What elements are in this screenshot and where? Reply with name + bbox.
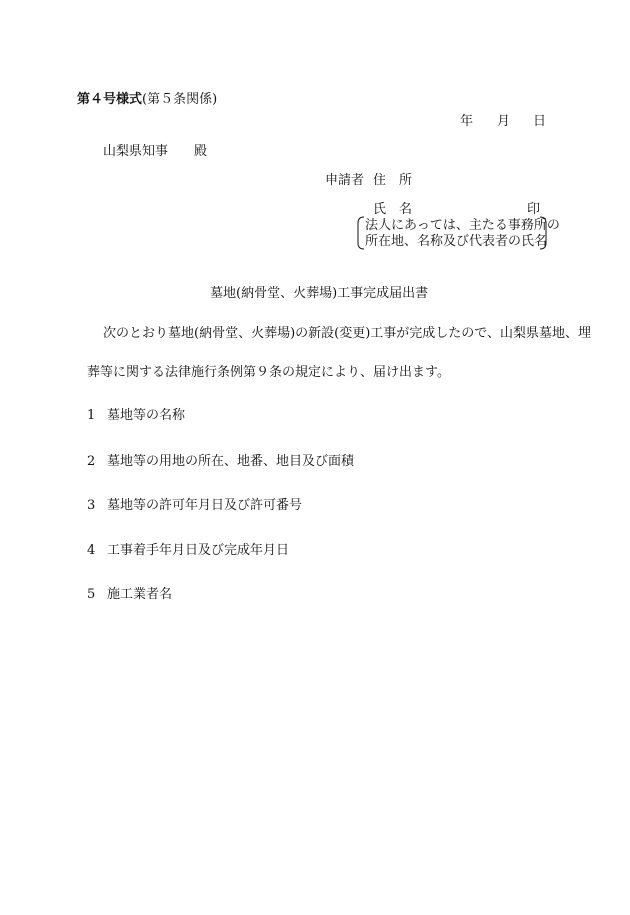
- date-month: 月: [497, 114, 511, 129]
- document-title: 墓地(納骨堂、火葬場)工事完成届出書: [210, 286, 429, 301]
- name-label: 氏 名: [373, 202, 413, 217]
- addressee: 山梨県知事 殿: [103, 144, 208, 159]
- item-number: 3: [87, 498, 96, 513]
- corporate-note-line1: 法人にあっては、主たる事務所の: [365, 218, 560, 233]
- item-number: 2: [87, 454, 96, 469]
- item-text: 施工業者名: [107, 587, 173, 602]
- applicant-label: 申請者: [325, 173, 365, 188]
- item-text: 墓地等の許可年月日及び許可番号: [107, 498, 303, 513]
- item-number: 1: [87, 408, 96, 423]
- list-item: [87, 499, 302, 512]
- form-reference: (第５条関係): [142, 92, 218, 107]
- item-number: 4: [87, 543, 96, 558]
- body-line-2: 葬等に関する法律施行条例第９条の規定により、届け出ます。: [87, 365, 450, 380]
- date-year: 年: [460, 114, 474, 129]
- list-item: [87, 588, 172, 601]
- list-item: [87, 544, 289, 557]
- right-paren-icon: [539, 216, 547, 250]
- item-text: 墓地等の用地の所在、地番、地目及び面積: [107, 454, 355, 469]
- item-number: 5: [87, 587, 96, 602]
- list-item: [87, 409, 185, 422]
- item-text: 工事着手年月日及び完成年月日: [107, 543, 290, 558]
- corporate-note-line2: 所在地、名称及び代表者の氏名: [365, 234, 548, 249]
- body-line-1: 次のとおり墓地(納骨堂、火葬場)の新設(変更)工事が完成したので、山梨県墓地、埋: [103, 326, 592, 341]
- date-day: 日: [533, 114, 547, 129]
- item-text: 墓地等の名称: [107, 408, 186, 423]
- address-label: 住 所: [373, 173, 413, 188]
- seal-mark: 印: [527, 202, 541, 217]
- left-paren-icon: [357, 216, 365, 250]
- list-item: [87, 455, 354, 468]
- form-number: [77, 93, 217, 106]
- form-number-label: 第４号様式: [77, 92, 143, 107]
- corporate-note: [357, 216, 560, 250]
